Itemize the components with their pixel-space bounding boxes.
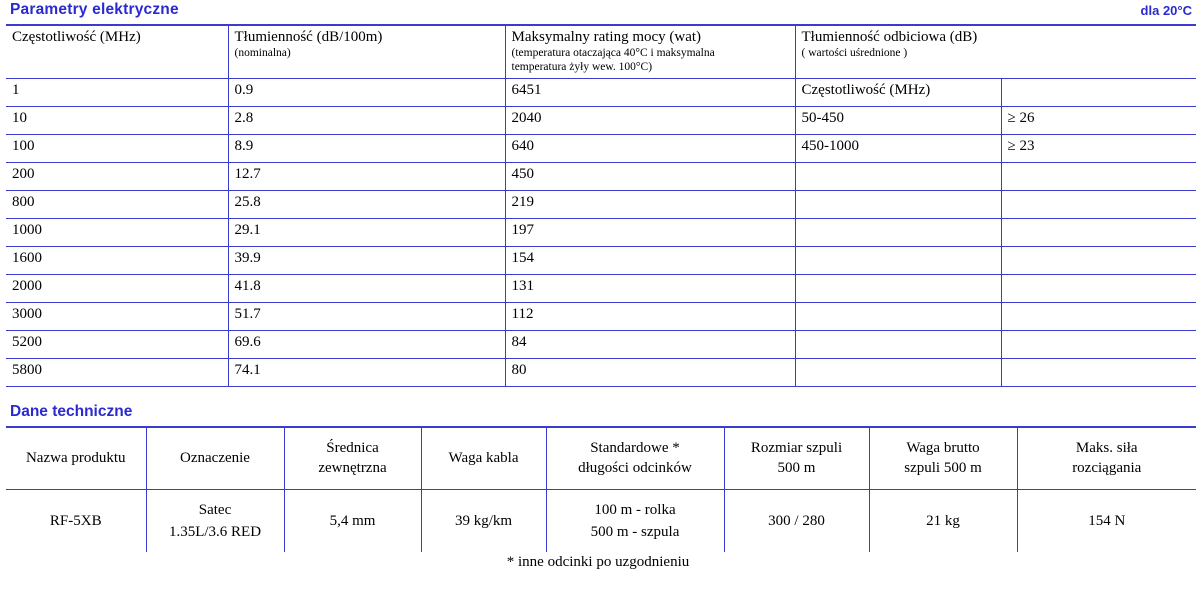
header-gross-weight-line1: Waga brutto [906, 440, 980, 457]
cell-standard-lengths [546, 490, 724, 552]
cell-frequency: 100 [6, 134, 228, 162]
cell-reel-size-line1: 300 / 280 [768, 512, 825, 529]
cell-return-loss-frequency [795, 302, 1001, 330]
table-row [6, 162, 1196, 190]
cell-outer-diameter-line1: 5,4 mm [329, 512, 376, 529]
cell-product-name-line1: RF-5XB [49, 512, 102, 529]
header-designation [146, 428, 284, 490]
cell-frequency: 1600 [6, 246, 228, 274]
technical-section-header [6, 401, 1196, 428]
technical-header-row [6, 428, 1196, 490]
header-cable-weight-line1: Waga kabla [448, 450, 519, 467]
cell-cable-weight-line1: 39 kg/km [454, 512, 513, 529]
table-row [6, 106, 1196, 134]
table-row [6, 218, 1196, 246]
cell-frequency: 800 [6, 190, 228, 218]
cell-power: 219 [505, 190, 795, 218]
cell-frequency: 1 [6, 78, 228, 106]
header-return-loss-label: Tłumienność odbiciowa (dB) [801, 29, 978, 45]
electrical-parameters-table [6, 26, 1196, 387]
cell-return-loss-frequency-header: Częstotliwość (MHz) [795, 78, 1001, 106]
cell-cable-weight [421, 490, 546, 552]
cell-power: 112 [505, 302, 795, 330]
header-outer-diameter [284, 428, 421, 490]
cell-attenuation: 69.6 [228, 330, 505, 358]
header-frequency [6, 26, 228, 78]
header-reel-size-line1: Rozmiar szpuli [750, 440, 843, 457]
cell-max-tensile-line1: 154 N [1088, 512, 1126, 529]
cell-power: 6451 [505, 78, 795, 106]
cell-return-loss-frequency [795, 246, 1001, 274]
cell-attenuation: 41.8 [228, 274, 505, 302]
header-power-rating-label: Maksymalny rating mocy (wat) [511, 29, 702, 45]
temperature-note: dla 20°C [1140, 3, 1192, 18]
cell-return-loss-value [1001, 246, 1196, 274]
cell-power: 2040 [505, 106, 795, 134]
cell-attenuation: 74.1 [228, 358, 505, 386]
table-row [6, 302, 1196, 330]
header-max-tensile-line2: rozciągania [1072, 460, 1142, 477]
cell-designation-line2: 1.35L/3.6 RED [168, 523, 262, 540]
cell-return-loss-frequency: 50-450 [795, 106, 1001, 134]
header-return-loss-sub: ( wartości uśrednione ) [801, 47, 908, 59]
table-row [6, 274, 1196, 302]
cell-frequency: 5200 [6, 330, 228, 358]
table-row [6, 190, 1196, 218]
cell-designation-line1: Satec [198, 501, 232, 518]
cell-frequency: 3000 [6, 302, 228, 330]
cell-return-loss-value: ≥ 23 [1001, 134, 1196, 162]
cell-power: 197 [505, 218, 795, 246]
table-row [6, 330, 1196, 358]
header-power-rating-sub1: (temperatura otaczająca 40°C i maksymalna [511, 47, 715, 59]
cell-power: 154 [505, 246, 795, 274]
table-row [6, 358, 1196, 386]
header-attenuation-sub: (nominalna) [234, 47, 291, 59]
header-return-loss [795, 26, 1196, 78]
cell-return-loss-value [1001, 358, 1196, 386]
cell-frequency: 1000 [6, 218, 228, 246]
cell-frequency: 200 [6, 162, 228, 190]
cell-attenuation: 8.9 [228, 134, 505, 162]
header-designation-line1: Oznaczenie [180, 450, 250, 467]
footnote: * inne odcinki po uzgodnieniu [506, 553, 690, 570]
header-power-rating-sub2: temperatura żyły wew. 100°C) [511, 61, 653, 73]
header-product-name-line1: Nazwa produktu [25, 450, 126, 467]
header-power-rating [505, 26, 795, 78]
cell-return-loss-value [1001, 162, 1196, 190]
cell-power: 640 [505, 134, 795, 162]
cell-outer-diameter [284, 490, 421, 552]
cell-return-loss-frequency [795, 358, 1001, 386]
cell-designation [146, 490, 284, 552]
table-row [6, 134, 1196, 162]
table-row [6, 78, 1196, 106]
cell-frequency: 10 [6, 106, 228, 134]
cell-gross-weight-line1: 21 kg [926, 512, 960, 529]
header-attenuation [228, 26, 505, 78]
header-outer-diameter-line2: zewnętrzna [318, 460, 387, 477]
cell-power: 131 [505, 274, 795, 302]
cell-gross-weight [869, 490, 1017, 552]
page-title: Parametry elektryczne [10, 1, 179, 18]
header-standard-lengths [546, 428, 724, 490]
header-standard-lengths-line1: Standardowe * [590, 440, 680, 457]
cell-attenuation: 25.8 [228, 190, 505, 218]
cell-return-loss-frequency: 450-1000 [795, 134, 1001, 162]
header-gross-weight-line2: szpuli 500 m [904, 460, 982, 477]
cell-max-tensile [1017, 490, 1196, 552]
cell-frequency: 2000 [6, 274, 228, 302]
header-max-tensile-line1: Maks. siła [1075, 440, 1138, 457]
cell-attenuation: 39.9 [228, 246, 505, 274]
header-attenuation-label: Tłumienność (dB/100m) [234, 29, 383, 45]
cell-standard-lengths-line2: 500 m - szpula [590, 523, 680, 540]
cell-power: 450 [505, 162, 795, 190]
cell-return-loss-frequency [795, 190, 1001, 218]
cell-attenuation: 0.9 [228, 78, 505, 106]
header-max-tensile [1017, 428, 1196, 490]
cell-return-loss-value [1001, 330, 1196, 358]
header-reel-size [724, 428, 869, 490]
header-cable-weight [421, 428, 546, 490]
cell-attenuation: 12.7 [228, 162, 505, 190]
cell-return-loss-value [1001, 218, 1196, 246]
cell-power: 80 [505, 358, 795, 386]
cell-frequency: 5800 [6, 358, 228, 386]
cell-attenuation: 29.1 [228, 218, 505, 246]
cell-reel-size [724, 490, 869, 552]
cell-attenuation: 51.7 [228, 302, 505, 330]
cell-return-loss-frequency [795, 330, 1001, 358]
technical-data-table [6, 428, 1196, 552]
cell-product-name [6, 490, 146, 552]
technical-section-title: Dane techniczne [10, 402, 133, 420]
cell-power: 84 [505, 330, 795, 358]
technical-data-row [6, 490, 1196, 552]
cell-return-loss-value: ≥ 26 [1001, 106, 1196, 134]
header-outer-diameter-line1: Średnica [326, 440, 379, 457]
cell-return-loss-value [1001, 274, 1196, 302]
header-product-name [6, 428, 146, 490]
cell-return-loss-value [1001, 190, 1196, 218]
electrical-section-header [6, 0, 1196, 26]
cell-attenuation: 2.8 [228, 106, 505, 134]
header-gross-weight [869, 428, 1017, 490]
header-frequency-label: Częstotliwość (MHz) [12, 29, 141, 45]
cell-return-loss-value [1001, 78, 1196, 106]
cell-return-loss-frequency [795, 218, 1001, 246]
header-standard-lengths-line2: długości odcinków [578, 460, 692, 477]
table-row [6, 246, 1196, 274]
cell-return-loss-value [1001, 302, 1196, 330]
cell-return-loss-frequency [795, 274, 1001, 302]
cell-return-loss-frequency [795, 162, 1001, 190]
table-header-row [6, 26, 1196, 78]
header-reel-size-line2: 500 m [777, 460, 816, 477]
cell-standard-lengths-line1: 100 m - rolka [594, 501, 676, 518]
